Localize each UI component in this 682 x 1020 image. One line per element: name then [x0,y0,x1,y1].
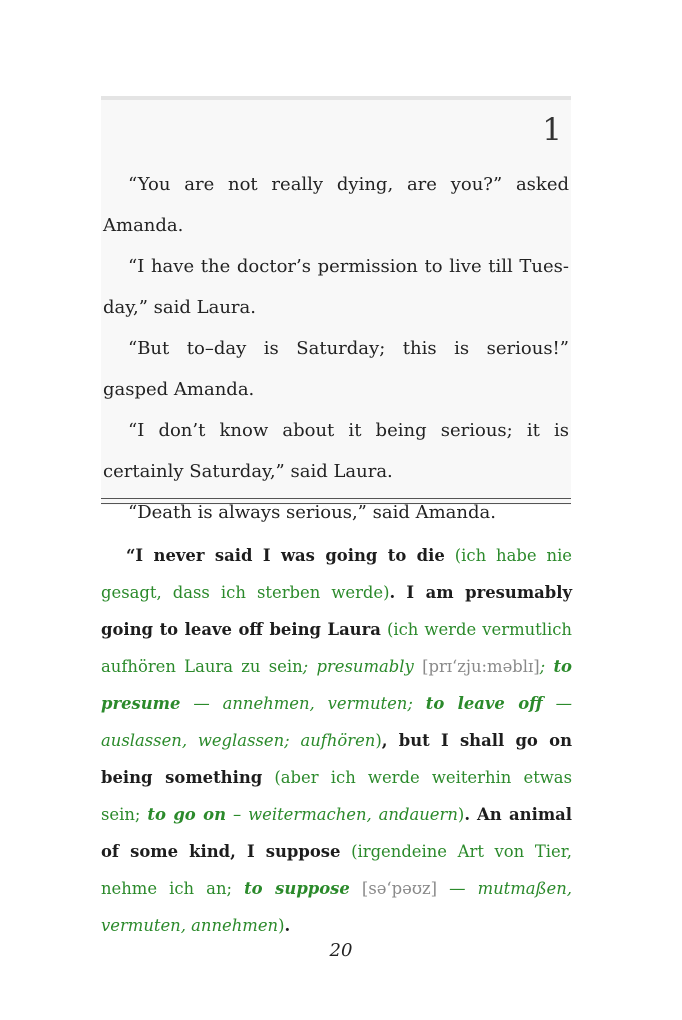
original-text [103,164,569,533]
german-translation: (ich werde vermutlich aufhören Laura zu sein [101,620,572,676]
vocab-translation: — mutmaßen, vermuten, annehmen [101,879,572,935]
english-sentence: , but I shall go on being something [101,731,572,787]
original-paragraph: “Death is always serious,” said Amanda. [128,502,496,523]
punctuation: ) [278,916,285,935]
chapter-number: 1 [542,112,562,148]
annotated-paragraph [101,537,572,944]
punctuation: ; [539,657,546,676]
original-paragraph: “I don’t know about it being serious; it is certainly Saturday,” said Laura. [103,420,569,482]
english-sentence: I am presumably going to leave off being Laura [101,583,572,639]
vocab-word: to go on [147,805,227,824]
german-translation: (aber ich werde weiterhin etwas sein; [101,768,572,824]
double-rule-divider [101,498,571,504]
original-paragraph: “But to–day is Saturday; this is serious!” gasped Amanda. [103,338,569,400]
vocab-translation: — auslassen, weglassen; aufhören [101,694,572,750]
punctuation: ) [375,731,382,750]
phonetic-transcription: [prɪ‘zju:məblɪ] [422,657,540,676]
punctuation: ; [302,657,309,676]
vocab-word: presumably [316,657,414,676]
vocab-translation: — annehmen, vermuten; [193,694,413,713]
vocab-word: to leave off [425,694,543,713]
punctuation: . [464,805,471,824]
original-text-box [101,96,571,523]
german-translation: (irgendeine Art von Tier, nehme ich an; [101,842,572,898]
original-paragraph: “You are not really dying, are you?” asked Amanda. [103,174,569,236]
vocab-word: to presume [101,657,572,713]
german-translation: (ich habe nie gesagt, dass ich sterben werde) [101,546,573,602]
english-sentence: “I never said I was going to die [126,546,445,565]
original-paragraph: “I have the doctor’s permission to live till Tuesday,” said Laura. [103,256,569,318]
punctuation: . [389,583,396,602]
punctuation: ) [457,805,465,824]
english-sentence: An animal of some kind, I suppose [101,805,573,861]
vocab-word: to suppose [244,879,350,898]
vocab-translation: – weitermachen, andauern [232,805,458,824]
phonetic-transcription: [sə‘pəʊz] [361,879,438,898]
page-number: 20 [329,940,353,961]
punctuation: . [284,916,291,935]
